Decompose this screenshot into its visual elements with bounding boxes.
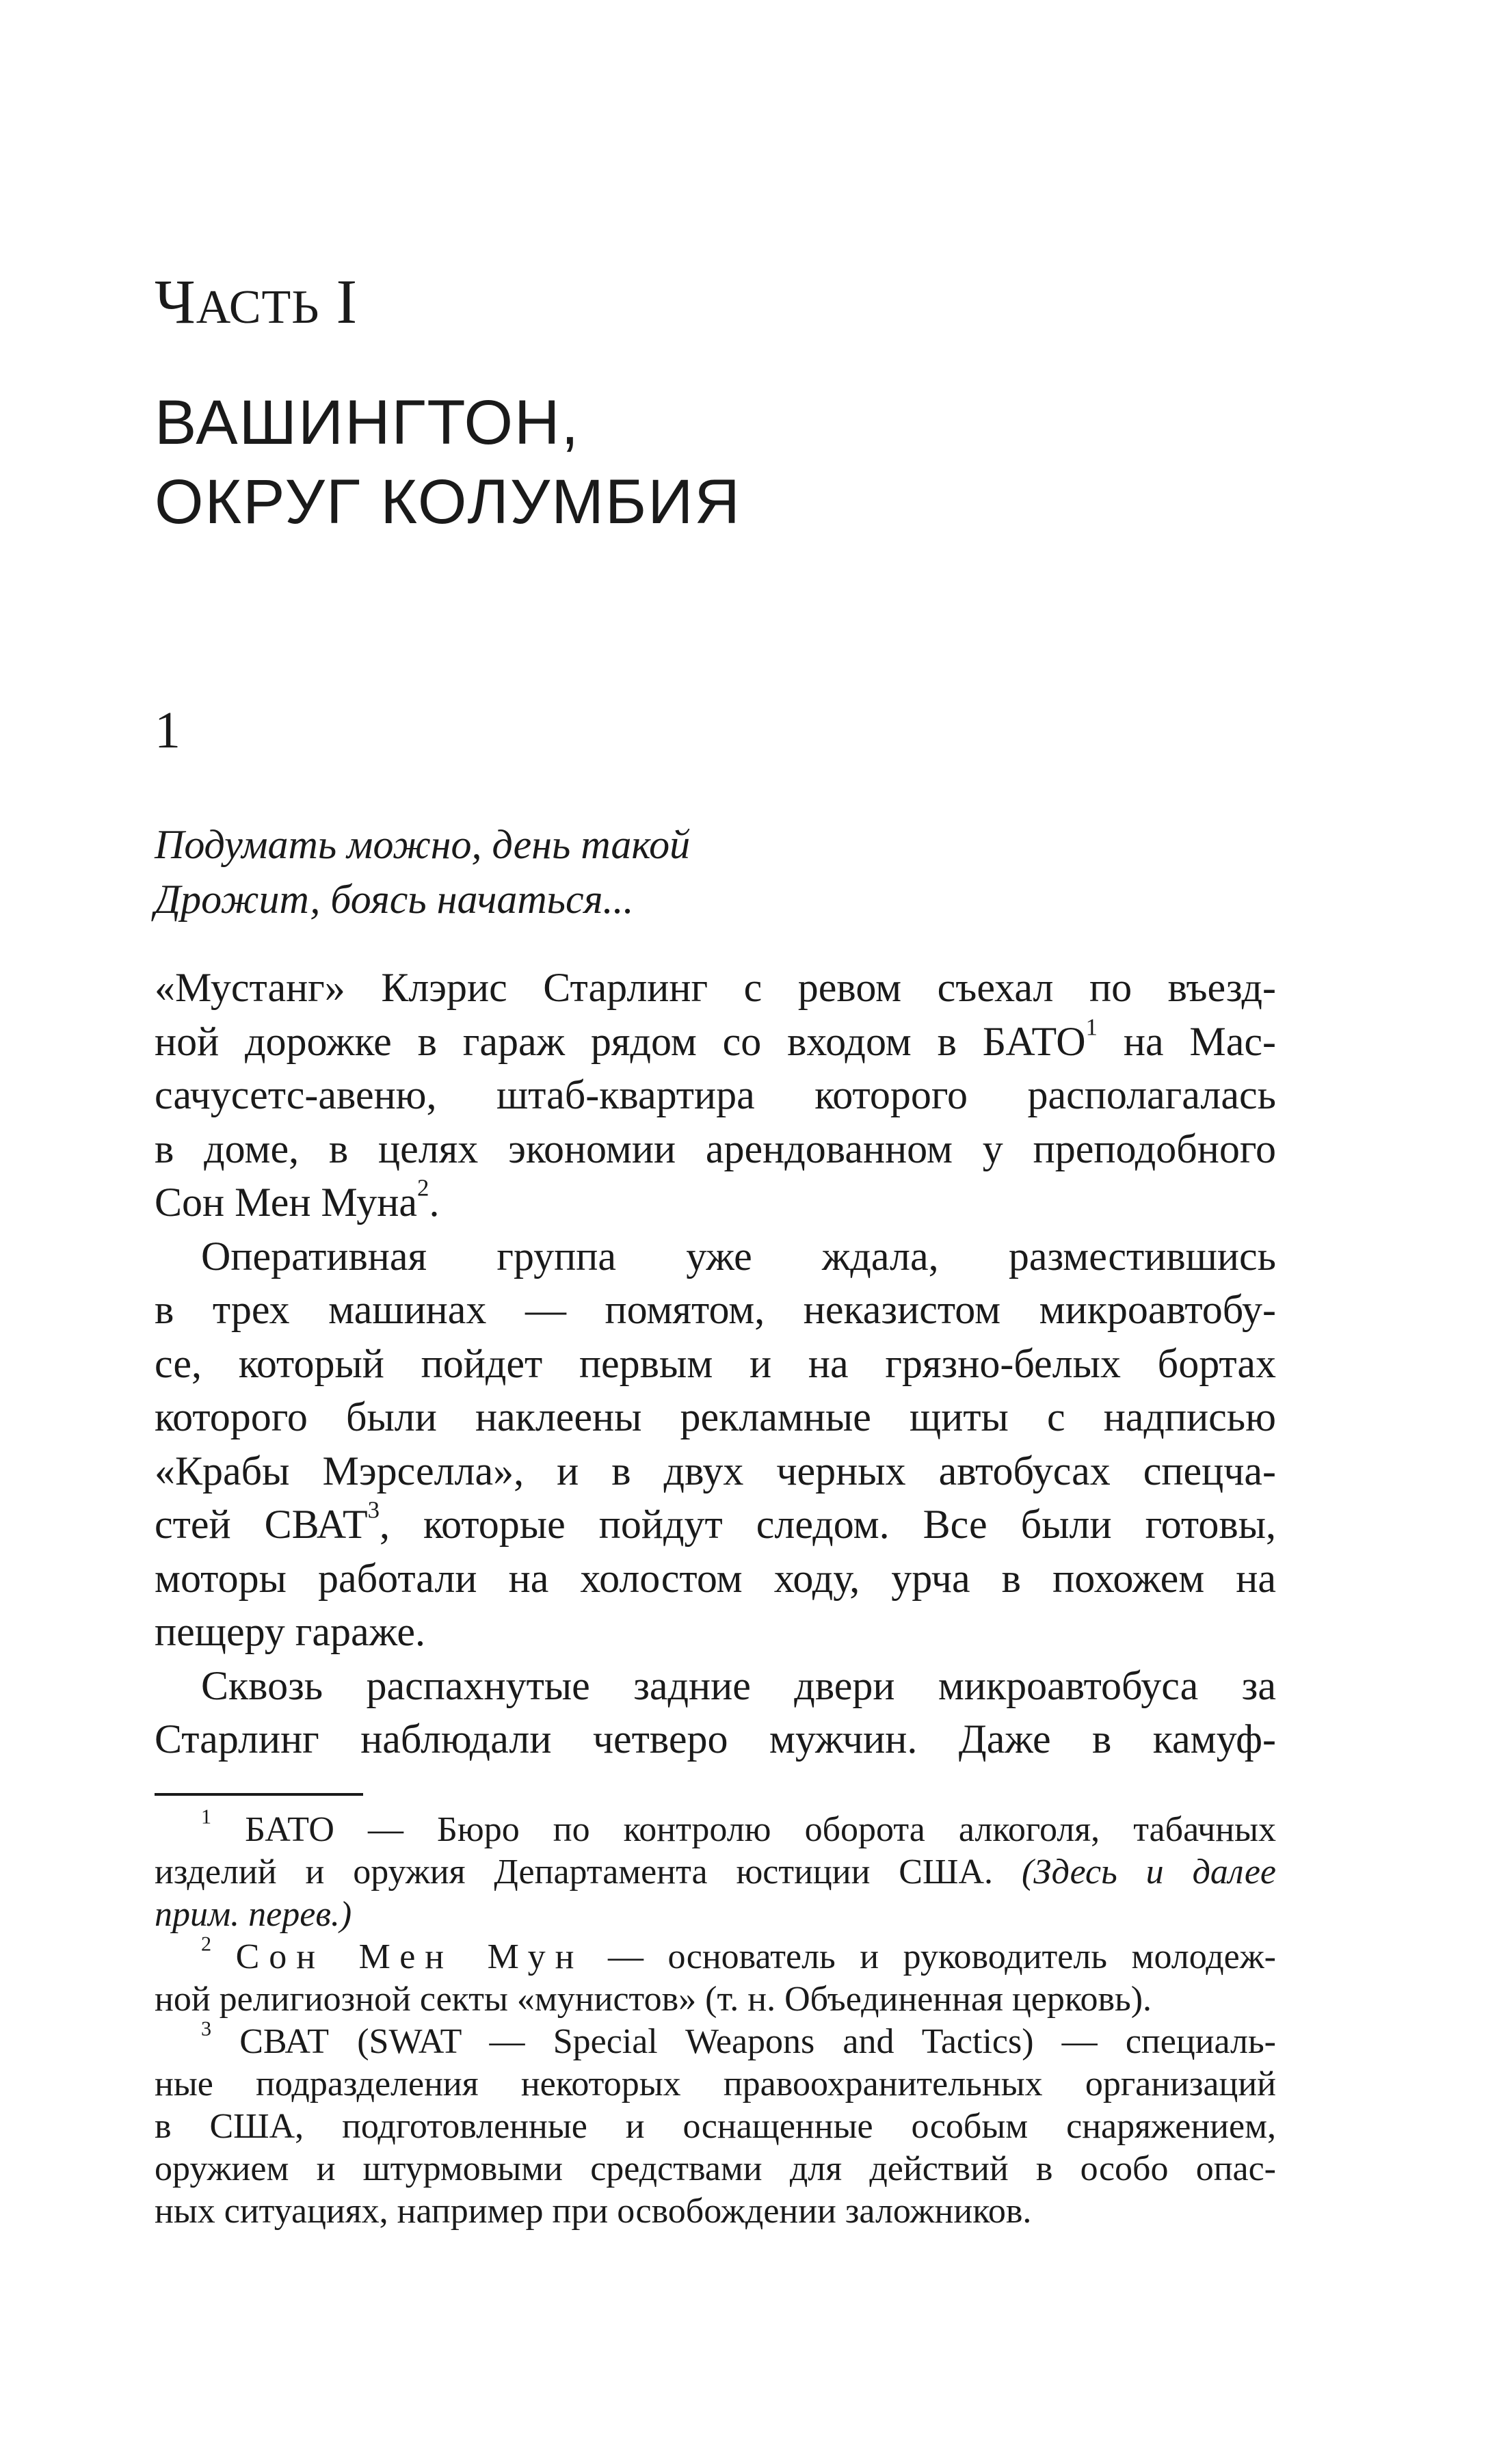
- footnote-divider: [155, 1793, 363, 1796]
- footnote-line: $^1$ БАТО — Бюро по контролю оборота алкоголя, табачных: [201, 1805, 1277, 1849]
- epigraph: [155, 817, 690, 927]
- paragraph: [155, 961, 1276, 1230]
- footnote-ref: 2: [417, 1174, 429, 1202]
- part-label-rest: АСТЬ: [196, 281, 320, 334]
- footnote: [155, 1932, 1276, 2021]
- part-numeral: I: [336, 267, 358, 336]
- footnote-line: в США, подготовленные и оснащенные особым снаряжением,: [155, 2107, 1276, 2146]
- part-label: [155, 267, 358, 336]
- text-line: сачусетс-авеню, штаб-квартира которого располагалась: [155, 1072, 1276, 1117]
- epigraph-line: Подумать можно, день такой: [155, 822, 691, 867]
- text-line: пещеру гараже.: [155, 1609, 425, 1654]
- footnote-line: оружием и штурмовыми средствами для действий в особо опас-: [155, 2149, 1276, 2188]
- footnote-line: ных ситуациях, например при освобождении заложников.: [155, 2192, 1032, 2231]
- text-line: ной дорожке в гараж рядом со входом в БАТО$^1$ на Мас-: [155, 1013, 1277, 1064]
- paragraph: [155, 1659, 1276, 1766]
- footnote-marker: 2: [201, 1932, 212, 1956]
- footnote: [155, 2017, 1276, 2233]
- text-line: Сон Мен Муна$^2$.: [155, 1174, 440, 1225]
- text-line: в доме, в целях экономии арендованном у преподобного: [155, 1126, 1276, 1171]
- footnote: [155, 1805, 1277, 1936]
- text-line: Оперативная группа уже ждала, разместившись: [201, 1233, 1276, 1279]
- footnote-ref: 3: [367, 1496, 380, 1524]
- footnote-line: прим. перев.): [155, 1895, 352, 1934]
- part-title-line: ОКРУГ КОЛУМБИЯ: [155, 467, 741, 537]
- footnote-line: $^2$ Сон Мен Мун — основатель и руководитель молодеж-: [201, 1932, 1276, 1976]
- body-text: [155, 961, 1276, 1766]
- text-line: «Крабы Мэрселла», и в двух черных автобусах спецча-: [155, 1448, 1276, 1494]
- footnote-marker: 3: [201, 2017, 212, 2041]
- text-line: в трех машинах — помятом, неказистом микроавтобу-: [155, 1287, 1276, 1332]
- footnote-line: ные подразделения некоторых правоохранительных организаций: [155, 2065, 1276, 2103]
- footnote-ref: 1: [1085, 1013, 1098, 1040]
- footnote-term: Сон Мен Мун: [235, 1937, 584, 1976]
- part-title: [155, 383, 741, 542]
- text-line: Старлинг наблюдали четверо мужчин. Даже в камуф-: [155, 1716, 1276, 1762]
- part-label-initial: Ч: [155, 267, 196, 336]
- footnote-line: ной религиозной секты «мунистов» (т. н. Объединенная церковь).: [155, 1980, 1152, 2019]
- text-line: стей СВАТ$^3$, которые пойдут следом. Все были готовы,: [155, 1496, 1277, 1547]
- footnotes: [155, 1805, 1277, 2233]
- text-line: се, который пойдет первым и на грязно-белых бортах: [155, 1340, 1276, 1386]
- chapter-number: 1: [155, 702, 181, 759]
- footnote-line: $^3$ СВАТ (SWAT — Special Weapons and Tactics) — специаль-: [201, 2017, 1276, 2061]
- text-line: моторы работали на холостом ходу, урча в похожем на: [155, 1555, 1276, 1601]
- epigraph-line: Дрожит, боясь начаться...: [155, 877, 634, 922]
- paragraph: [155, 1230, 1276, 1659]
- text-line: «Мустанг» Клэрис Старлинг с ревом съехал по въезд-: [155, 965, 1276, 1010]
- footnote-marker: 1: [201, 1805, 212, 1829]
- part-title-line: ВАШИНГТОН,: [155, 388, 580, 457]
- text-line: Сквозь распахнутые задние двери микроавтобуса за: [201, 1662, 1276, 1708]
- text-line: которого были наклеены рекламные щиты с надписью: [155, 1394, 1276, 1439]
- footnote-line: изделий и оружия Департамента юстиции США. (Здесь и далее: [155, 1853, 1277, 1892]
